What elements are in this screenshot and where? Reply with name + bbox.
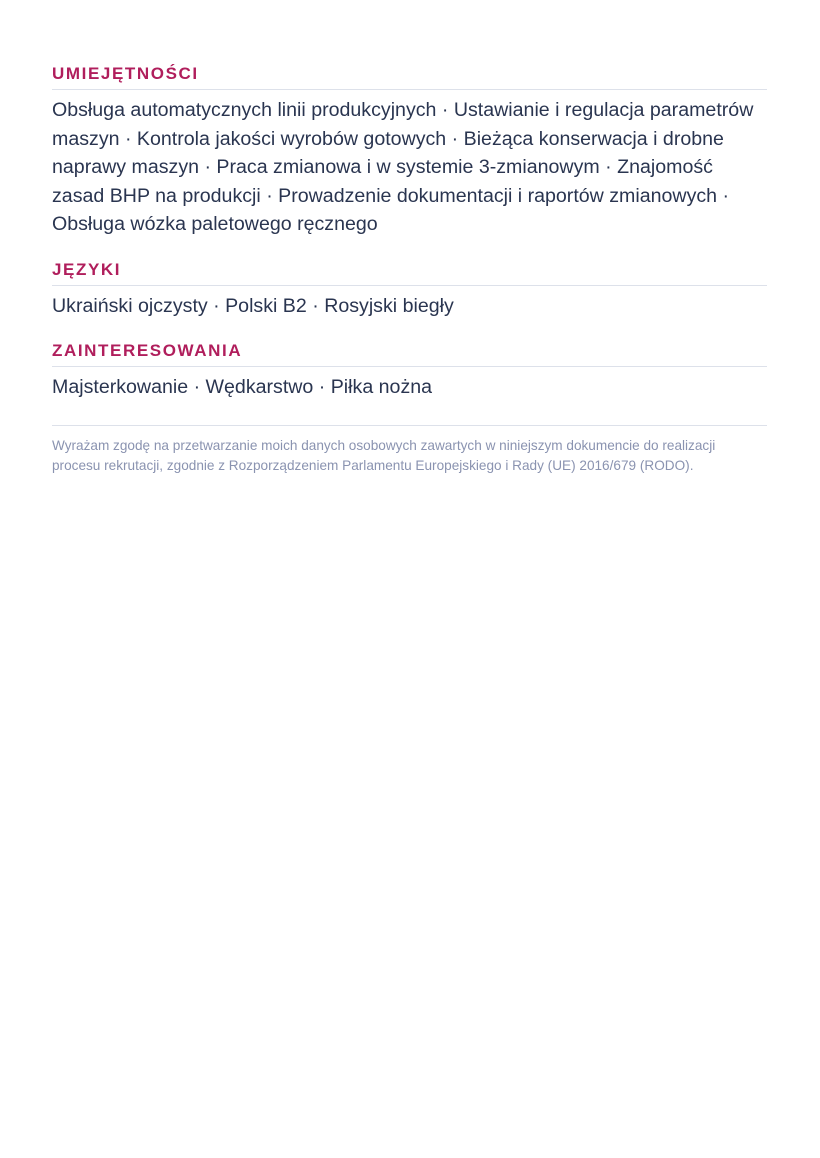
languages-heading: JĘZYKI bbox=[52, 260, 767, 286]
interests-heading: ZAINTERESOWANIA bbox=[52, 341, 767, 367]
consent-divider bbox=[52, 425, 767, 426]
skills-list: Obsługa automatycznych linii produkcyjnych · Ustawianie i regulacja parametrów maszyn · Kontrola jakości wyrobów gotowych · Bieżąca konserwacja i drobne naprawy maszyn · Praca zmianowa i w systemie 3-zmianowym · Znajomość zasad BHP na produkcji · Prowadzenie dokumentacji i raportów zmianowych · Obsługa wózka paletowego ręcznego bbox=[52, 99, 754, 235]
languages-list: Ukraiński ojczysty · Polski B2 · Rosyjski biegły bbox=[52, 295, 454, 317]
skills-section bbox=[52, 64, 767, 239]
interests-section bbox=[52, 341, 767, 402]
interests-list: Majsterkowanie · Wędkarstwo · Piłka nożna bbox=[52, 376, 433, 398]
skills-heading: UMIEJĘTNOŚCI bbox=[52, 64, 767, 90]
languages-section bbox=[52, 260, 767, 321]
gdpr-consent-clause: Wyrażam zgodę na przetwarzanie moich danych osobowych zawartych w niniejszym dokumencie do realizacji procesu rekrutacji, zgodnie z Rozporządzeniem Parlamentu Europejskiego i Rady (UE) 2016/679 (RODO). bbox=[52, 438, 716, 473]
